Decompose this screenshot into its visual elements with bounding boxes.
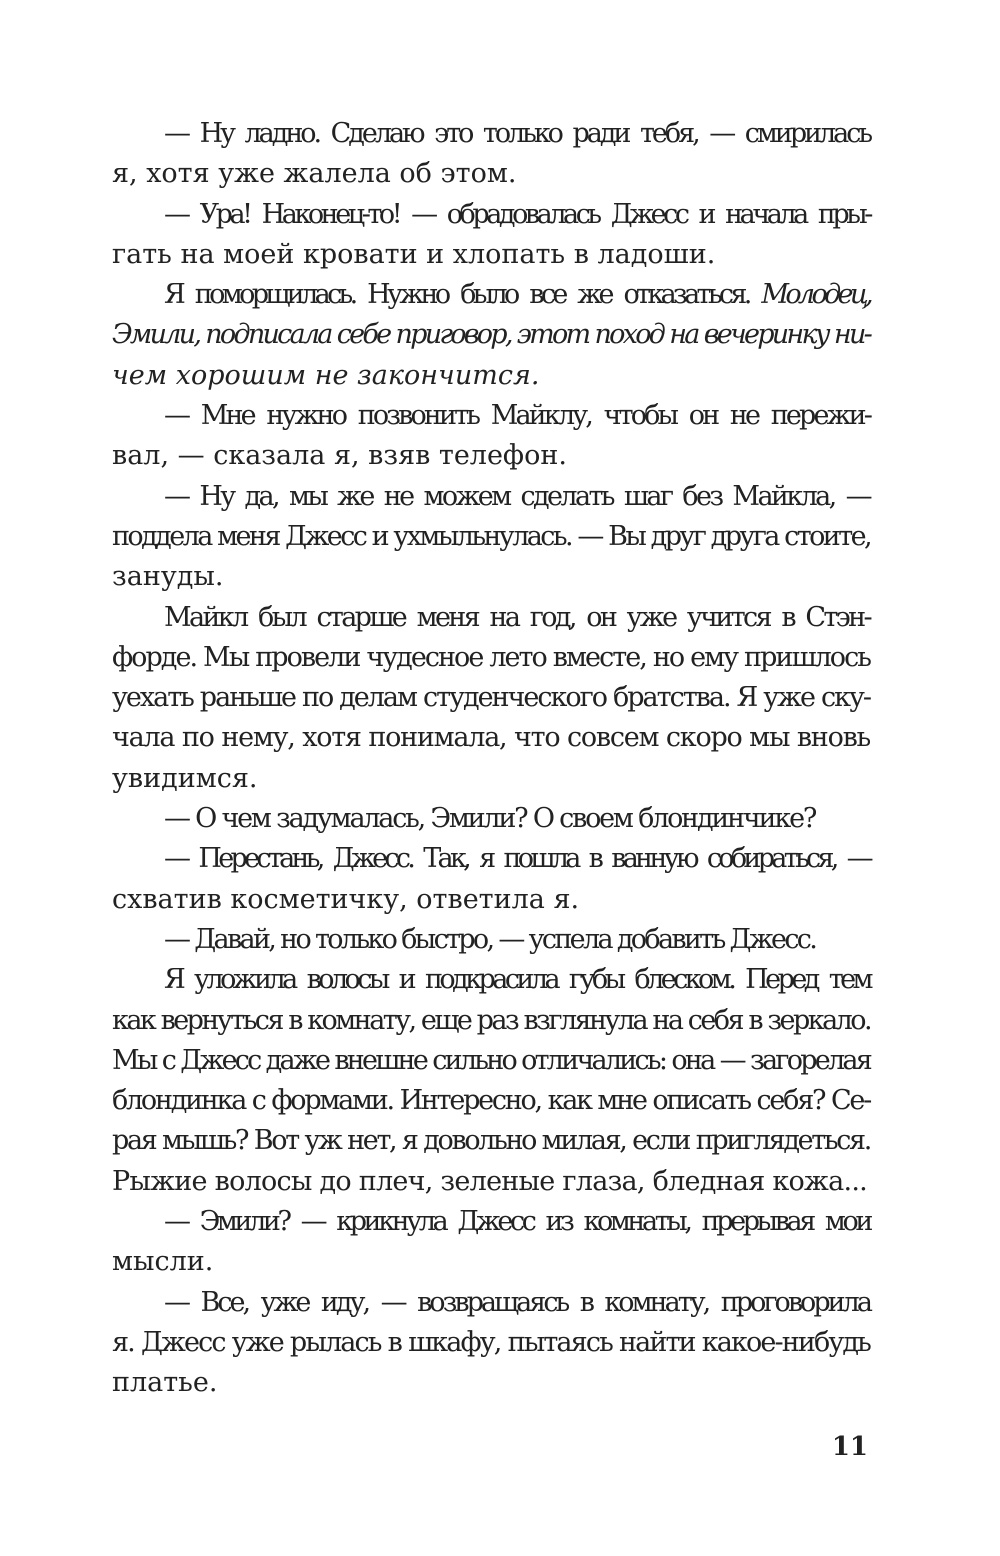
text-line: — Все, уже иду, — возвращаясь в комнату, проговорила [164, 1286, 870, 1318]
text-line: поддела меня Джесс и ухмыльнулась. — Вы друг друга стоите, [112, 520, 870, 552]
text-line: Я уложила волосы и подкрасила губы блеском. Перед тем [164, 964, 870, 996]
text-line: блондинка с формами. Интересно, как мне описать себя? Се- [112, 1085, 870, 1117]
text-line: чала по нему, хотя понимала, что совсем скоро мы вновь [112, 722, 870, 754]
paragraph-4 [112, 396, 870, 477]
text-line-mixed [112, 275, 870, 315]
text-line-italic-part: Молодец, [761, 279, 870, 311]
text-line: — Давай, но только быстро, — успела добавить Джесс. [164, 923, 816, 955]
text-line: — О чем задумалась, Эмили? О своем блондинчике? [164, 803, 816, 835]
text-line: платье. [112, 1367, 218, 1399]
text-line: гать на моей кровати и хлопать в ладоши. [112, 238, 716, 270]
text-line: Мы с Джесс даже внешне сильно отличались: она — загорелая [112, 1044, 870, 1076]
text-line: — Эмили? — крикнула Джесс из комнаты, прерывая мои [164, 1206, 870, 1238]
text-line: уехать раньше по делам студенческого братства. Я уже ску- [112, 682, 870, 714]
text-line: мысли. [112, 1246, 214, 1278]
text-line: схватив косметичку, ответила я. [112, 883, 580, 915]
paragraph-8 [112, 839, 870, 920]
paragraph-7 [112, 799, 870, 839]
text-line: я. Джесс уже рылась в шкафу, пытаясь найти какое-нибудь [112, 1326, 870, 1358]
text-line: форде. Мы провели чудесное лето вместе, но ему пришлось [112, 641, 870, 673]
page-number: 11 [831, 1432, 868, 1462]
paragraph-6 [112, 598, 870, 799]
paragraph-10 [112, 960, 870, 1202]
text-line-plain-part: Я поморщилась. Нужно было все же отказаться. [164, 279, 749, 311]
paragraph-2 [112, 195, 870, 276]
text-line: увидимся. [112, 762, 258, 794]
text-line: — Ура! Наконец-то! — обрадовалась Джесс и начала пры- [164, 198, 870, 230]
text-line: зануды. [112, 561, 224, 593]
paragraph-3 [112, 275, 870, 396]
text-line: — Перестань, Джесс. Так, я пошла в ванную собираться, — [164, 843, 870, 875]
text-line-italic: чем хорошим не закончится. [112, 359, 540, 391]
paragraph-5 [112, 477, 870, 598]
paragraph-1 [112, 114, 870, 195]
text-line: Рыжие волосы до плеч, зеленые глаза, бледная кожа... [112, 1165, 868, 1197]
text-line: я, хотя уже жалела об этом. [112, 158, 517, 190]
text-line: Майкл был старше меня на год, он уже учится в Стэн- [164, 601, 870, 633]
text-line: — Ну ладно. Сделаю это только ради тебя, — смирилась [164, 118, 870, 149]
text-line-italic: Эмили, подписала себе приговор, этот поход на вечеринку ни- [112, 319, 870, 351]
paragraph-12 [112, 1283, 870, 1404]
paragraph-9 [112, 920, 870, 960]
text-line: — Мне нужно позвонить Майклу, чтобы он не пережи- [164, 400, 870, 432]
text-line: вал, — сказала я, взяв телефон. [112, 440, 567, 472]
text-line: рая мышь? Вот уж нет, я довольно милая, если приглядеться. [112, 1125, 870, 1157]
text-line: — Ну да, мы же не можем сделать шаг без Майкла, — [164, 480, 870, 512]
body-text [112, 114, 870, 1404]
text-line: как вернуться в комнату, еще раз взглянула на себя в зеркало. [112, 1004, 870, 1036]
paragraph-11 [112, 1202, 870, 1283]
